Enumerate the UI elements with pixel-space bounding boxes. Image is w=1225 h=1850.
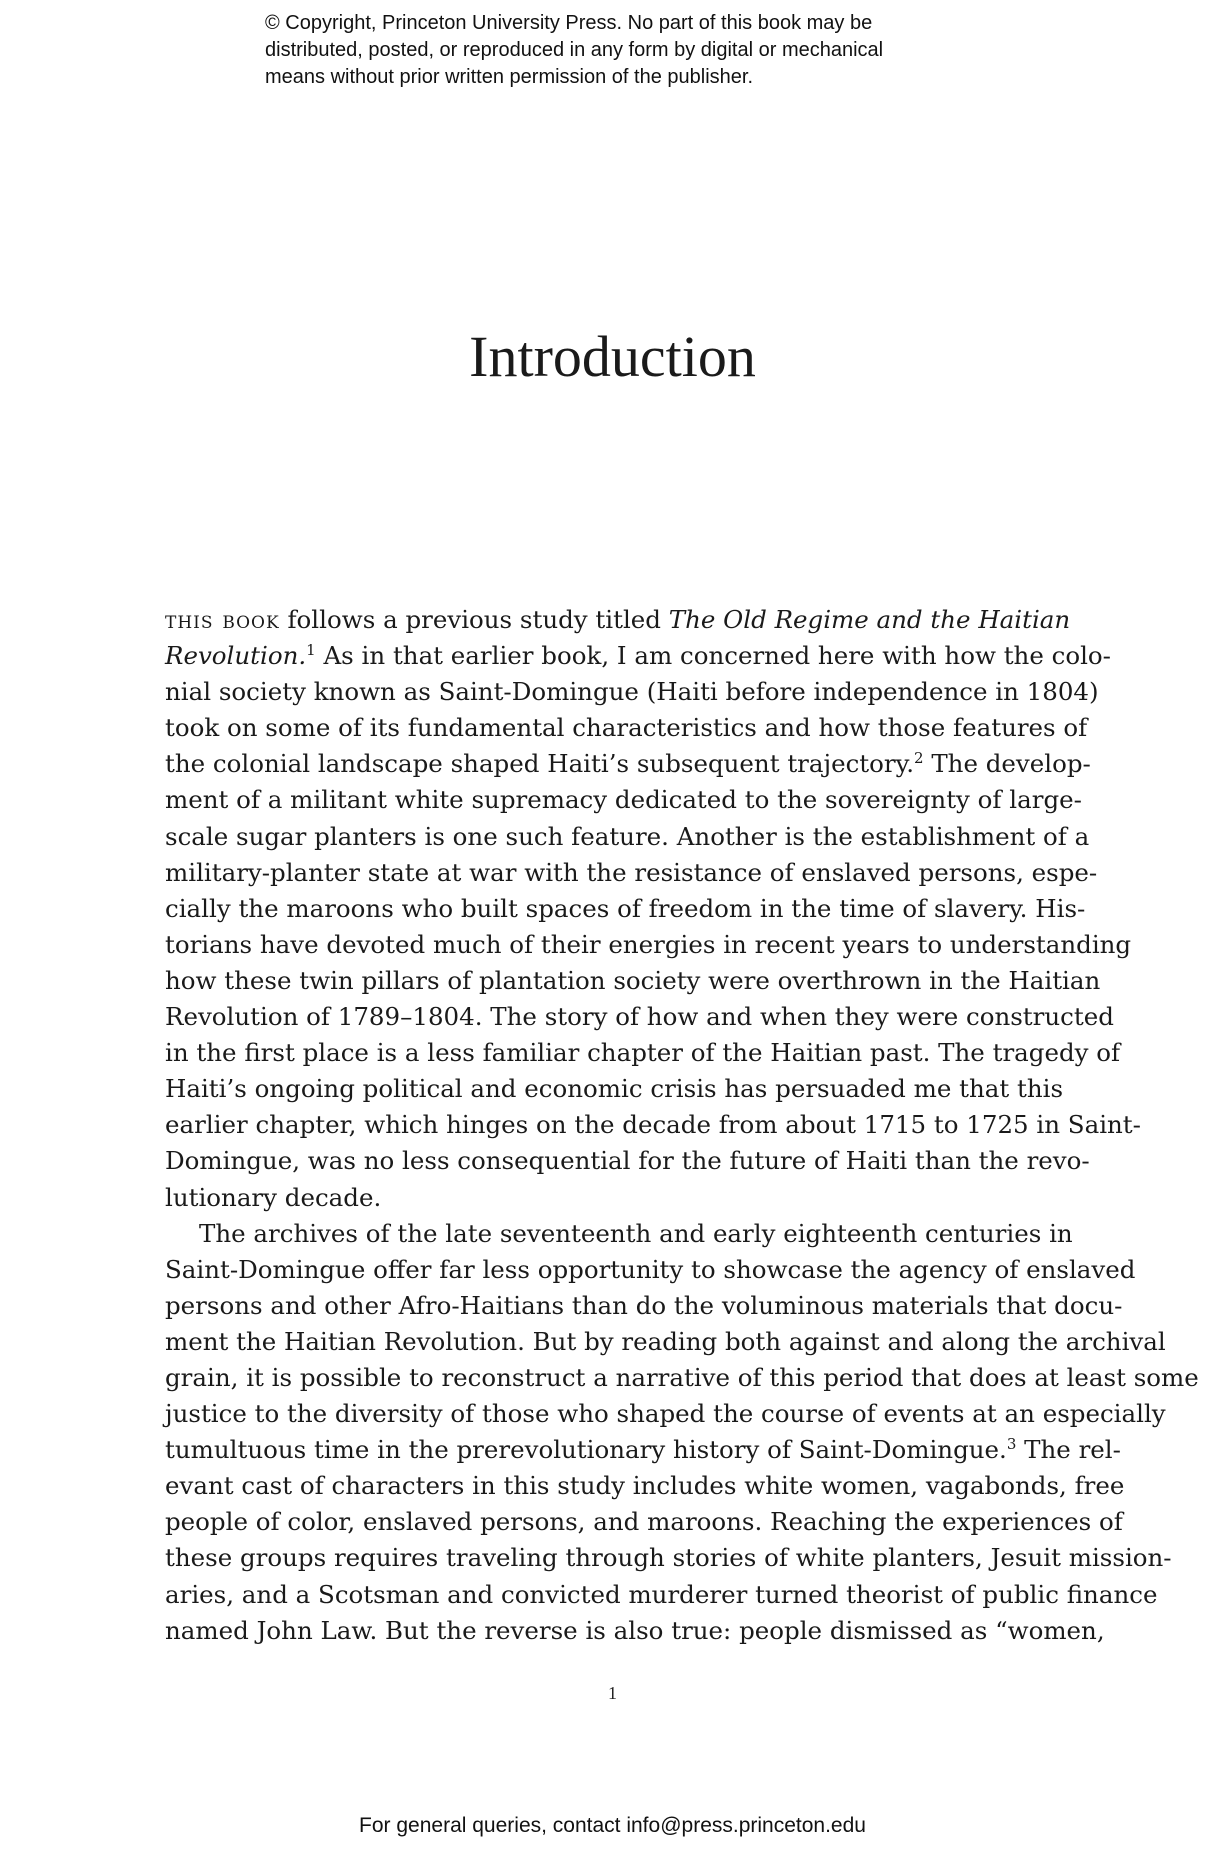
text-segment: The develop-	[923, 749, 1091, 779]
copyright-line: distributed, posted, or reproduced in any form by digital or mechanical	[265, 39, 884, 61]
text-line: lutionary decade.	[165, 1182, 382, 1212]
text-line: Saint-Domingue offer far less opportunity to showcase the agency of enslaved	[165, 1254, 1136, 1284]
paragraph-2	[165, 1216, 1199, 1649]
text-line: in the first place is a less familiar chapter of the Haitian past. The tragedy of	[165, 1038, 1121, 1068]
text-line: aries, and a Scotsman and convicted murderer turned theorist of public finance	[165, 1579, 1158, 1609]
text-line: Revolution of 1789–1804. The story of how and when they were constructed	[165, 1002, 1114, 1032]
text-line: how these twin pillars of plantation society were overthrown in the Haitian	[165, 965, 1101, 995]
text-line: nial society known as Saint-Domingue (Haiti before independence in 1804)	[165, 677, 1099, 707]
text-line	[165, 746, 1091, 782]
copyright-line: © Copyright, Princeton University Press. No part of this book may be	[265, 12, 873, 34]
chapter-title: Introduction	[469, 324, 756, 389]
copyright-line: means without prior written permission of the publisher.	[265, 66, 754, 88]
text-segment: follows a previous study titled	[279, 605, 669, 634]
text-segment: tumultuous time in the prerevolutionary history of Saint-Domingue.	[165, 1435, 1007, 1465]
text-line: evant cast of characters in this study includes white women, vagabonds, free	[165, 1471, 1125, 1501]
text-segment: The rel-	[1016, 1435, 1121, 1465]
text-line: Haiti’s ongoing political and economic crisis has persuaded me that this	[165, 1074, 1064, 1104]
footnote-ref: 2	[914, 749, 924, 768]
text-line: torians have devoted much of their energies in recent years to understanding	[165, 929, 1132, 959]
page-number: 1	[608, 1683, 617, 1703]
footnote-ref: 1	[306, 640, 316, 659]
text-line: cially the maroons who built spaces of freedom in the time of slavery. His-	[165, 893, 1086, 923]
text-line: named John Law. But the reverse is also true: people dismissed as “women,	[165, 1615, 1105, 1645]
text-line: these groups requires traveling through stories of white planters, Jesuit mission-	[165, 1543, 1172, 1573]
text-segment: the colonial landscape shaped Haiti’s subsequent trajectory.	[165, 749, 914, 779]
text-line: grain, it is possible to reconstruct a narrative of this period that does at least some	[165, 1362, 1199, 1392]
book-title-italic: Revolution.	[165, 641, 307, 671]
text-segment: As in that earlier book, I am concerned here with how the colo-	[315, 641, 1111, 671]
footer-contact: For general queries, contact info@press.princeton.edu	[359, 1814, 866, 1837]
text-line: ment the Haitian Revolution. But by reading both against and along the archival	[165, 1326, 1166, 1356]
text-line: military-planter state at war with the resistance of enslaved persons, espe-	[165, 857, 1098, 887]
text-line: scale sugar planters is one such feature. Another is the establishment of a	[165, 821, 1090, 851]
footnote-ref: 3	[1006, 1435, 1017, 1453]
book-title-italic: The Old Regime and the Haitian	[668, 605, 1071, 634]
small-caps-lead-in: this book	[165, 605, 280, 634]
text-line: ment of a militant white supremacy dedicated to the sovereignty of large-	[165, 785, 1082, 815]
text-line: justice to the diversity of those who shaped the course of events at an especially	[165, 1399, 1166, 1429]
text-line	[165, 1432, 1121, 1468]
paragraph-1	[165, 602, 1141, 1216]
text-line: persons and other Afro-Haitians than do the voluminous materials that docu-	[165, 1290, 1123, 1320]
copyright-notice	[265, 10, 985, 91]
chapter-body	[165, 602, 1199, 1649]
text-line: people of color, enslaved persons, and maroons. Reaching the experiences of	[165, 1507, 1123, 1537]
text-line	[165, 602, 1071, 638]
text-line: took on some of its fundamental characteristics and how those features of	[165, 713, 1088, 743]
text-line	[165, 638, 1111, 674]
text-line: earlier chapter, which hinges on the decade from about 1715 to 1725 in Saint-	[165, 1110, 1141, 1140]
text-line: Domingue, was no less consequential for the future of Haiti than the revo-	[165, 1146, 1090, 1176]
text-line: The archives of the late seventeenth and early eighteenth centuries in	[199, 1218, 1073, 1248]
